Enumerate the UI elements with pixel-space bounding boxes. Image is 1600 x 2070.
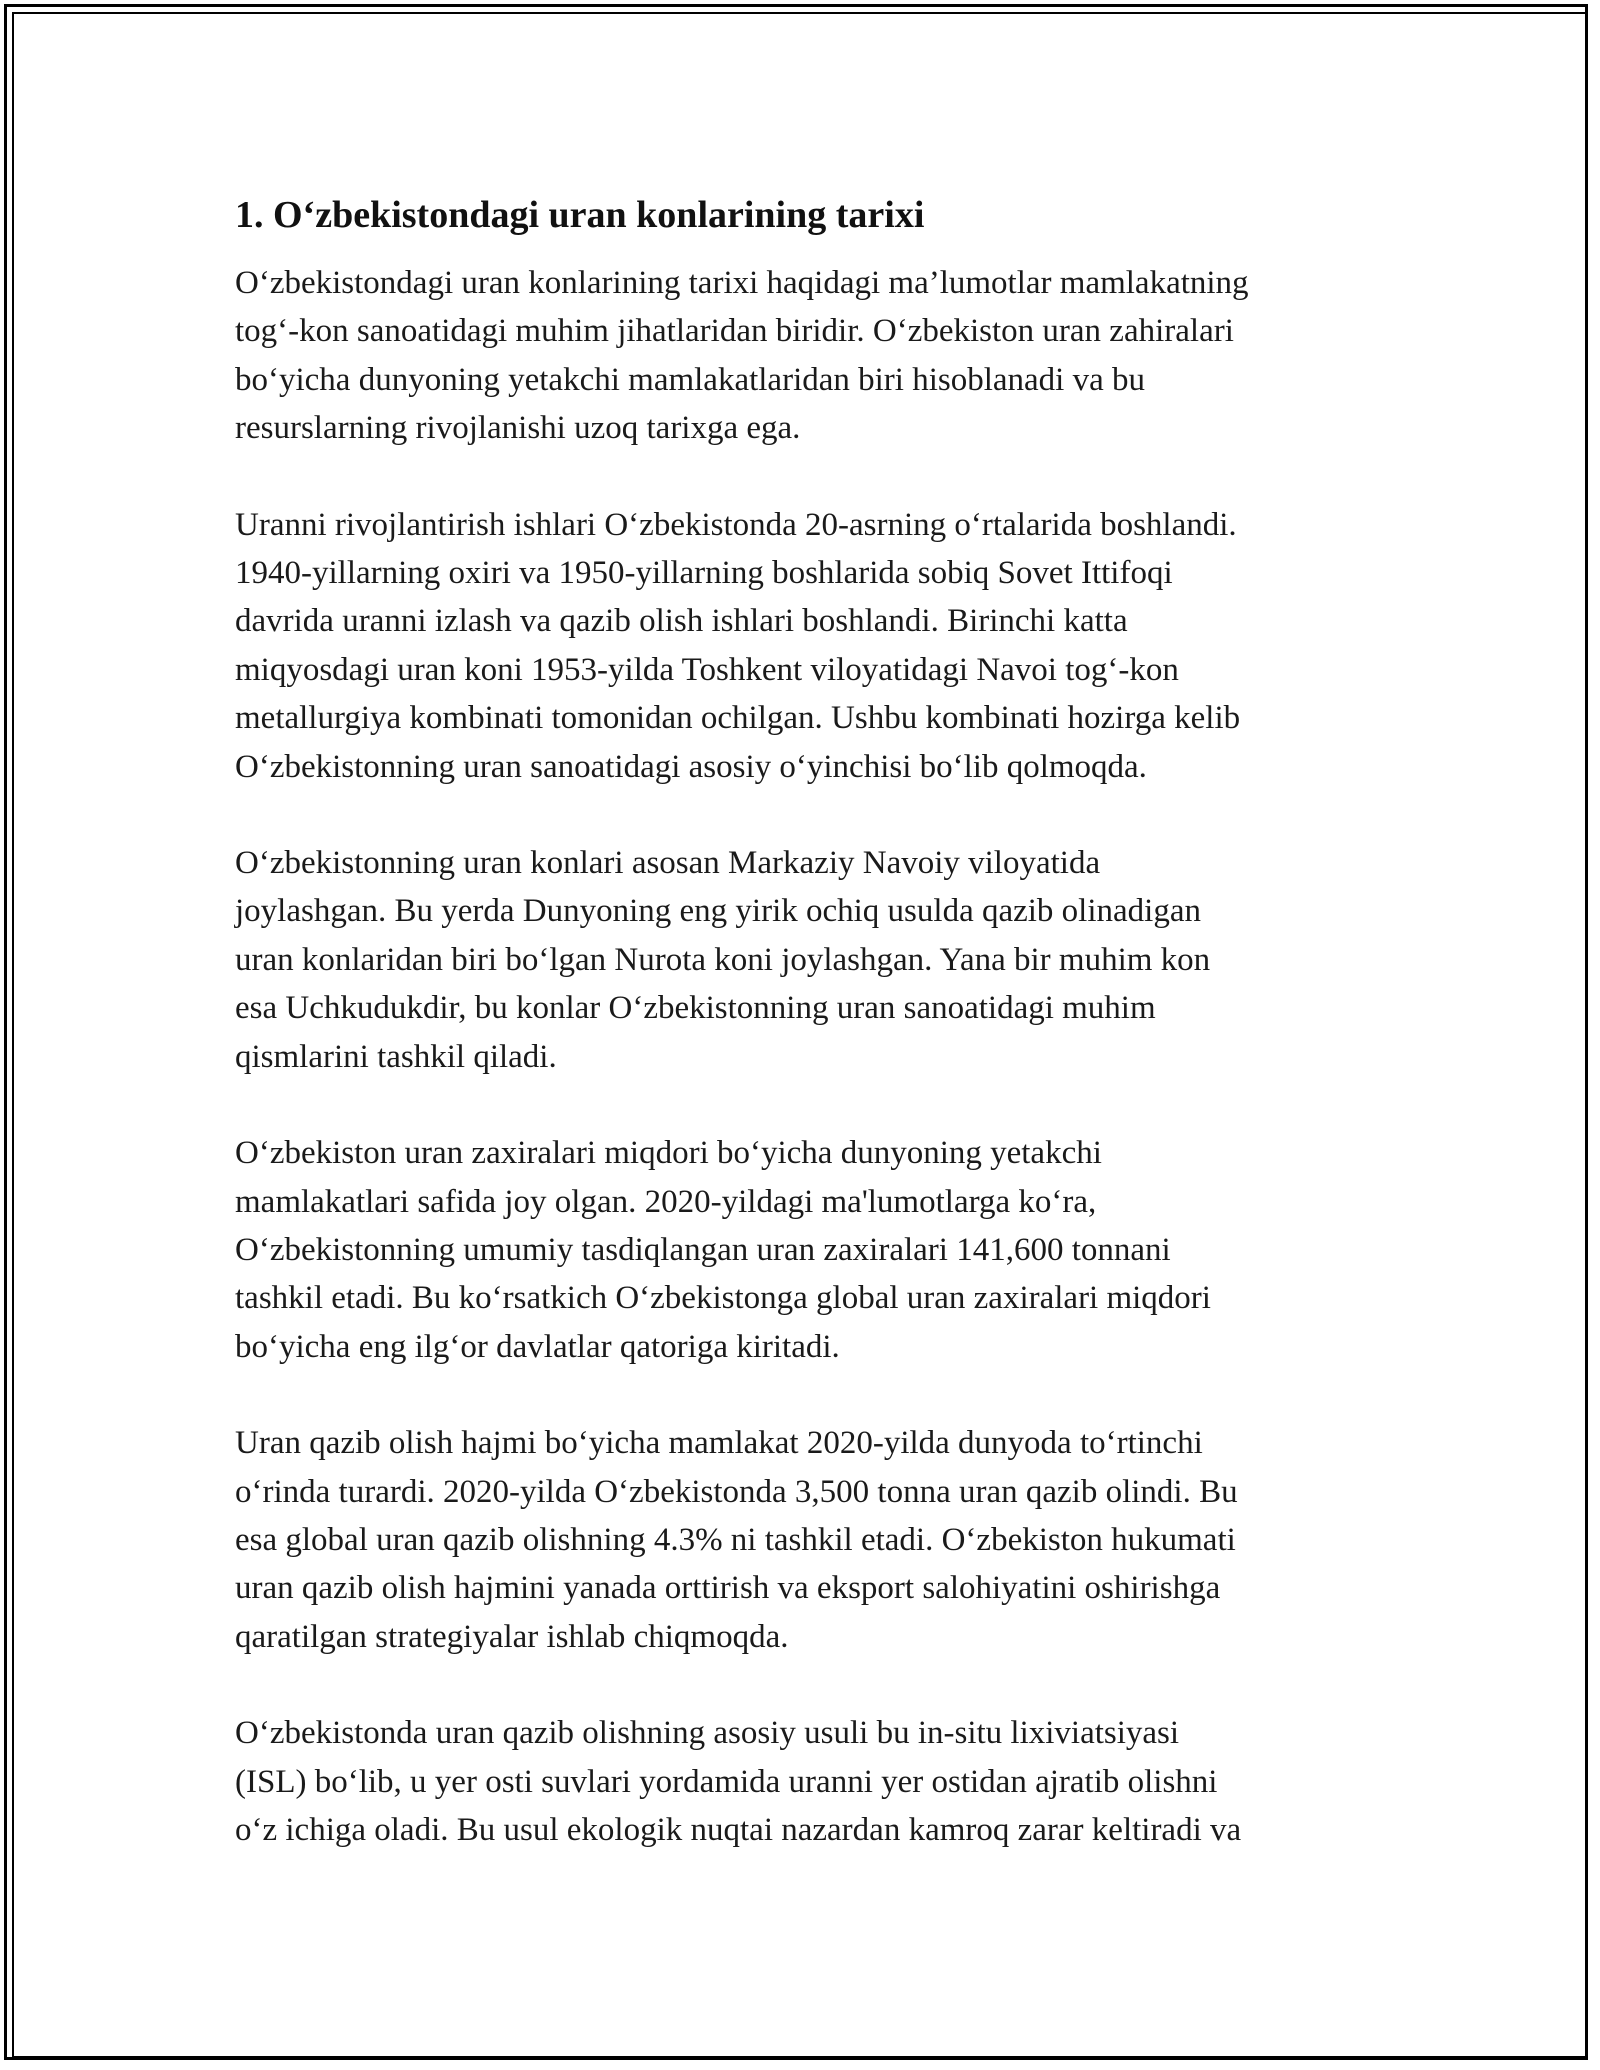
text-line: esa global uran qazib olishning 4.3% ni tashkil etadi. O‘zbekiston hukumati [235, 1521, 1236, 1558]
text-line: 1940-yillarning oxiri va 1950-yillarning boshlarida sobiq Sovet Ittifoqi [235, 555, 1173, 592]
paragraph-4 [235, 1129, 1365, 1371]
text-line: o‘rinda turardi. 2020-yilda O‘zbekistonda 3,500 tonna uran qazib olindi. Bu [235, 1473, 1238, 1510]
text-line: metallurgiya kombinati tomonidan ochilgan. Ushbu kombinati hozirga kelib [235, 700, 1241, 737]
text-line: esa Uchkudukdir, bu konlar O‘zbekistonning uran sanoatidagi muhim [235, 990, 1156, 1027]
text-line: miqyosdagi uran koni 1953-yilda Toshkent viloyatidagi Navoi tog‘-kon [235, 651, 1179, 688]
text-line: o‘z ichiga oladi. Bu usul ekologik nuqtai nazardan kamroq zarar keltiradi va [235, 1811, 1242, 1848]
text-line: O‘zbekistonda uran qazib olishning asosiy usuli bu in-situ lixiviatsiyasi [235, 1715, 1180, 1752]
text-line: bo‘yicha eng ilg‘or davlatlar qatoriga kiritadi. [235, 1328, 840, 1365]
text-line: O‘zbekistonning uran sanoatidagi asosiy o‘yinchisi bo‘lib qolmoqda. [235, 748, 1147, 785]
text-line: resurslarning rivojlanishi uzoq tarixga ega. [235, 410, 801, 447]
text-line: uran konlaridan biri bo‘lgan Nurota koni joylashgan. Yana bir muhim kon [235, 941, 1211, 978]
text-line: qismlarini tashkil qiladi. [235, 1038, 557, 1075]
document-body [235, 185, 1365, 1902]
text-line: O‘zbekistonning uran konlari asosan Markaziy Navoiy viloyatida [235, 845, 1101, 882]
text-line: Uran qazib olish hajmi bo‘yicha mamlakat 2020-yilda dunyoda to‘rtinchi [235, 1425, 1203, 1462]
section-heading: 1. O‘zbekistondagi uran konlarining tarixi [235, 194, 925, 236]
text-line: O‘zbekistondagi uran konlarining tarixi haqidagi ma’lumotlar mamlakatning [235, 265, 1249, 301]
text-line: davrida uranni izlash va qazib olish ishlari boshlandi. Birinchi katta [235, 603, 1128, 640]
text-line: joylashgan. Bu yerda Dunyoning eng yirik ochiq usulda qazib olinadigan [235, 893, 1201, 930]
paragraph-6 [235, 1709, 1365, 1854]
text-line: bo‘yicha dunyoning yetakchi mamlakatlaridan biri hisoblanadi va bu [235, 361, 1145, 398]
paragraph-5 [235, 1419, 1365, 1661]
text-line: tashkil etadi. Bu ko‘rsatkich O‘zbekistonga global uran zaxiralari miqdori [235, 1280, 1211, 1317]
text-line: qaratilgan strategiyalar ishlab chiqmoqda. [235, 1618, 789, 1655]
text-line: O‘zbekistonning umumiy tasdiqlangan uran zaxiralari 141,600 tonnani [235, 1231, 1171, 1268]
text-line: Uranni rivojlantirish ishlari O‘zbekistonda 20-asrning o‘rtalarida boshlandi. [235, 506, 1237, 543]
text-line: (ISL) bo‘lib, u yer osti suvlari yordamida uranni yer ostidan ajratib olishni [235, 1763, 1218, 1800]
paragraph-2 [235, 501, 1365, 791]
paragraph-3 [235, 839, 1365, 1081]
text-line: O‘zbekiston uran zaxiralari miqdori bo‘yicha dunyoning yetakchi [235, 1135, 1102, 1172]
text-line: tog‘-kon sanoatidagi muhim jihatlaridan biridir. O‘zbekiston uran zahiralari [235, 313, 1234, 350]
text-line: mamlakatlari safida joy olgan. 2020-yildagi ma'lumotlarga ko‘ra, [235, 1183, 1097, 1220]
paragraph-1 [235, 259, 1365, 453]
text-line: uran qazib olish hajmini yanada orttirish va eksport salohiyatini oshirishga [235, 1570, 1221, 1607]
